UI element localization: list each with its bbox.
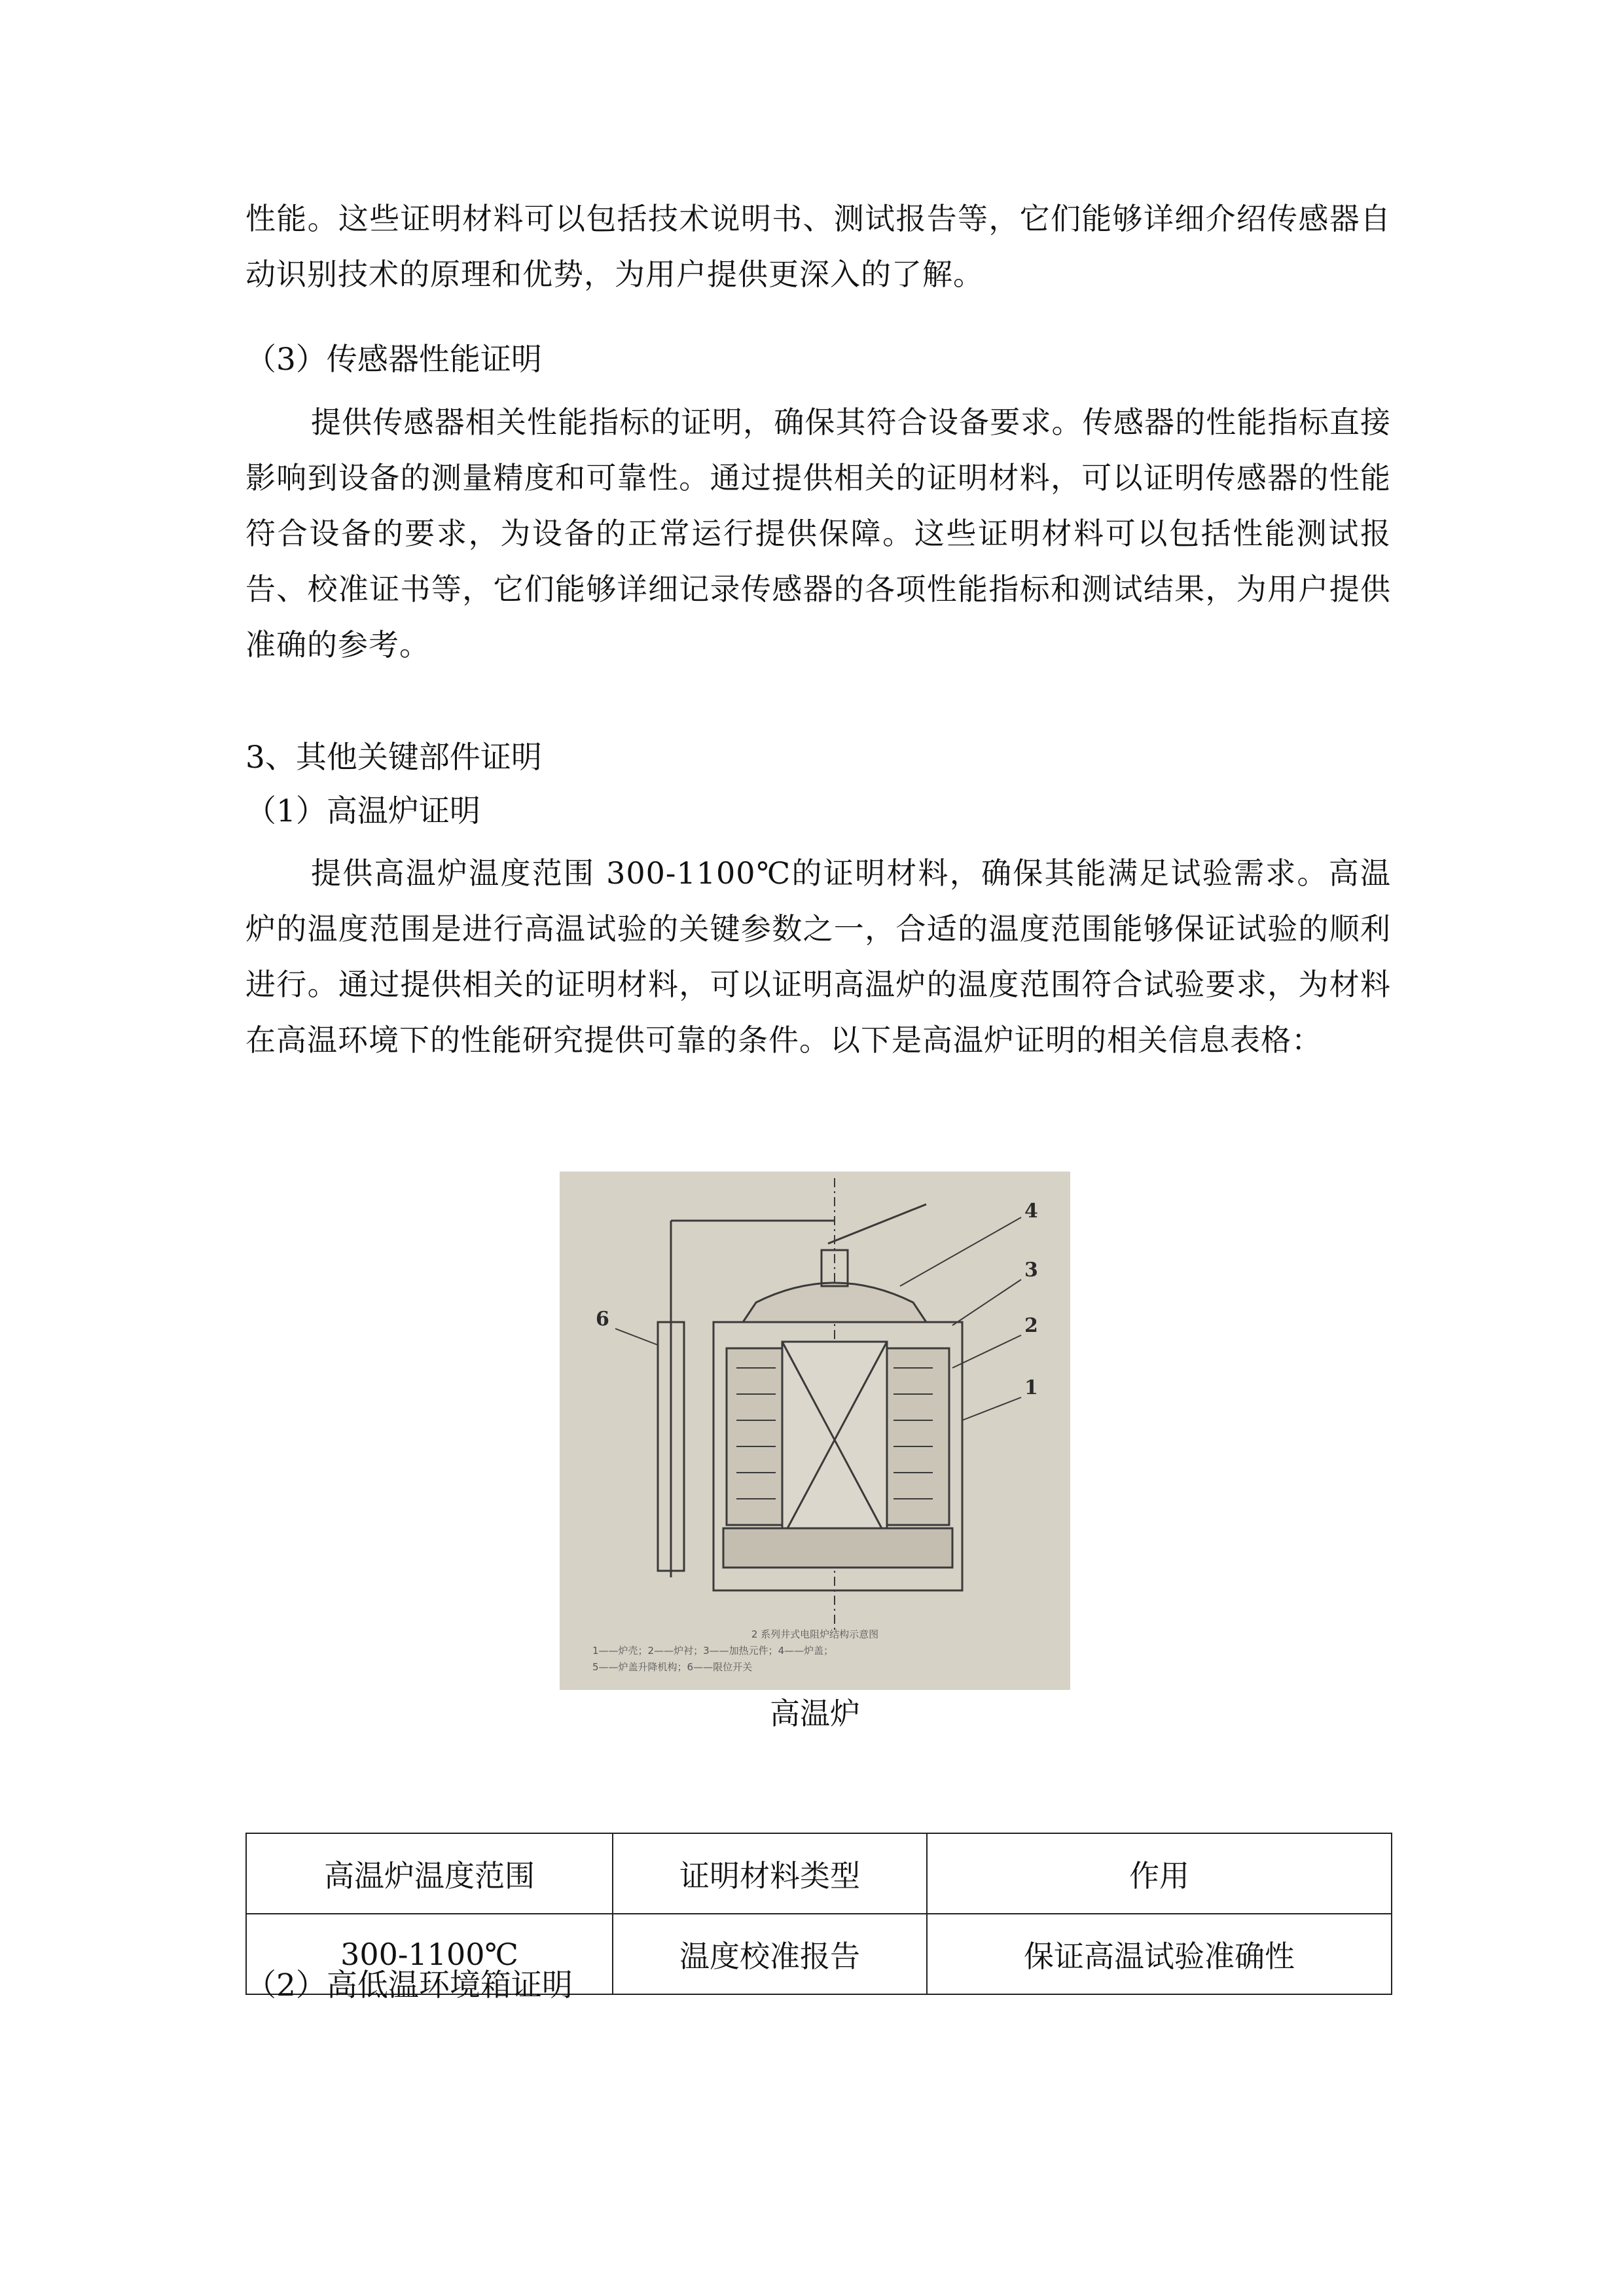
furnace-base: [723, 1528, 952, 1568]
table-header-cell: 高温炉温度范围: [246, 1833, 613, 1914]
table-header-cell: 证明材料类型: [613, 1833, 927, 1914]
inner-caption-legend-1: 1——炉壳；2——炉衬；3——加热元件；4——炉盖；: [592, 1645, 834, 1657]
paragraph-sensor-performance: 提供传感器相关性能指标的证明，确保其符合设备要求。传感器的性能指标直接影响到设备的测量精度和可靠性。通过提供相关的证明材料，可以证明传感器的性能符合设备的要求，为设备的正常运行提供保障。这些证明材料可以包括性能测试报告、校准证书等，它们能够详细记录传感器的各项性能指标和测试结果，为用户提供准确的参考。: [245, 404, 1391, 662]
heading-other-parts: 3、其他关键部件证明: [245, 740, 542, 776]
heading-furnace: （1）高温炉证明: [245, 793, 480, 829]
heading-high-low-temp-chamber: （2）高低温环境箱证明: [245, 1967, 573, 2003]
inner-caption-title: 2 系列井式电阻炉结构示意图: [751, 1628, 879, 1640]
part-label-3: 3: [1024, 1259, 1038, 1282]
figure-caption: 高温炉: [770, 1696, 860, 1731]
part-label-1: 1: [1024, 1376, 1038, 1399]
table-header-cell: 作用: [927, 1833, 1392, 1914]
heading-sensor-performance: （3）传感器性能证明: [245, 342, 542, 378]
paragraph-continued: 性能。这些证明材料可以包括技术说明书、测试报告等，它们能够详细介绍传感器自动识别技术的原理和优势，为用户提供更深入的了解。: [245, 201, 1391, 292]
table-cell: 温度校准报告: [613, 1914, 927, 1994]
inner-caption-legend-2: 5——炉盖升降机构；6——限位开关: [592, 1661, 753, 1673]
part-label-6: 6: [596, 1308, 609, 1331]
furnace-diagram-image: [560, 1172, 1070, 1690]
table-cell: 保证高温试验准确性: [927, 1914, 1392, 1994]
paragraph-furnace: 提供高温炉温度范围 300-1100℃的证明材料，确保其能满足试验需求。高温炉的温度范围是进行高温试验的关键参数之一，合适的温度范围能够保证试验的顺利进行。通过提供相关的证明材料，可以证明高温炉的温度范围符合试验要求，为材料在高温环境下的性能研究提供可靠的条件。以下是高温炉证明的相关信息表格：: [245, 855, 1391, 1058]
table-header-row: [246, 1833, 1392, 1914]
table-cell: 300-1100℃: [246, 1914, 613, 1994]
part-label-2: 2: [1024, 1314, 1038, 1337]
part-label-4: 4: [1024, 1200, 1038, 1223]
